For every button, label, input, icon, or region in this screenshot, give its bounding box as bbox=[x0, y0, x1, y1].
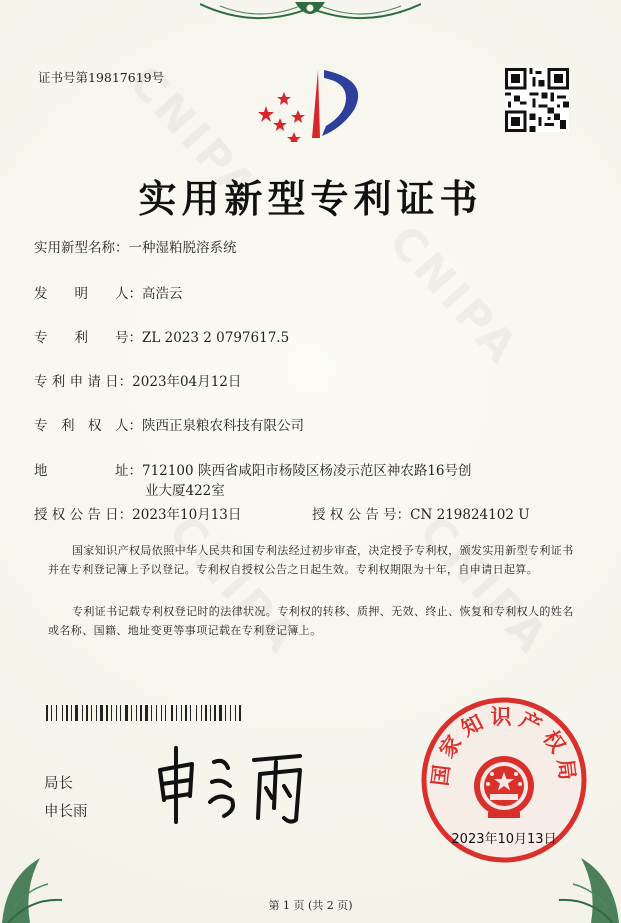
barcode-bar bbox=[96, 705, 97, 721]
director-signature bbox=[150, 738, 330, 828]
field-label: 专 利 号： bbox=[34, 330, 142, 346]
barcode-bar bbox=[56, 705, 57, 721]
barcode-bar bbox=[185, 705, 187, 721]
field-label: 专 利 申 请 日： bbox=[34, 374, 133, 390]
barcode-bar bbox=[116, 705, 117, 721]
patent-number-value: ZL 2023 2 0797617.5 bbox=[142, 330, 290, 346]
barcode-bar bbox=[136, 705, 137, 721]
field-label: 发 明 人： bbox=[34, 286, 142, 302]
barcode-bar bbox=[201, 705, 202, 721]
certificate-title: 实用新型专利证书 bbox=[138, 176, 483, 221]
barcode-bar bbox=[239, 705, 241, 721]
certificate-number: 证书号第19817619号 bbox=[38, 70, 165, 85]
barcode-bar bbox=[91, 705, 92, 721]
barcode-bar bbox=[106, 705, 108, 721]
barcode bbox=[46, 705, 262, 721]
barcode-bar bbox=[62, 705, 63, 721]
barcode-bar bbox=[181, 705, 182, 721]
barcode-bar bbox=[120, 705, 121, 721]
barcode-bar bbox=[171, 705, 173, 721]
filing-date-row bbox=[34, 370, 241, 390]
page-footer: 第 1 页 (共 2 页) bbox=[268, 899, 353, 912]
barcode-bar bbox=[214, 705, 216, 721]
top-ornament bbox=[200, 0, 421, 30]
barcode-bar bbox=[176, 705, 177, 721]
address-continuation: 业大厦422室 bbox=[145, 483, 225, 499]
patentee-row bbox=[34, 414, 304, 434]
barcode-bar bbox=[165, 705, 166, 721]
barcode-bar bbox=[225, 705, 226, 721]
address-value-line1: 712100 陕西省咸阳市杨陵区杨凌示范区神农路16号创 bbox=[142, 463, 472, 479]
barcode-bar bbox=[86, 705, 88, 721]
barcode-bar bbox=[235, 705, 236, 721]
field-label: 授 权 公 告 日： bbox=[34, 507, 133, 523]
barcode-bar bbox=[51, 705, 52, 721]
patent-number-row bbox=[34, 326, 289, 346]
qr-code bbox=[505, 68, 569, 132]
director-title: 局长 bbox=[44, 776, 73, 792]
field-label: 专 利 权 人： bbox=[34, 418, 142, 434]
grant-date-row bbox=[34, 503, 241, 523]
field-label: 授 权 公 告 号： bbox=[312, 507, 411, 523]
field-label: 实用新型名称： bbox=[34, 240, 129, 256]
barcode-bar bbox=[140, 705, 142, 721]
barcode-bar bbox=[156, 705, 157, 721]
barcode-bar bbox=[230, 705, 231, 721]
legal-paragraph-2: 专利证书记载专利权登记时的法律状况。专利权的转移、质押、无效、终止、恢复和专利权人的姓名或名称、国籍、地址变更等事项记载在专利登记簿上。 bbox=[48, 605, 574, 637]
barcode-bar bbox=[46, 705, 48, 721]
barcode-bar bbox=[196, 705, 197, 721]
barcode-bar bbox=[210, 705, 211, 721]
barcode-bar bbox=[111, 705, 112, 721]
barcode-bar bbox=[131, 705, 132, 721]
cnipa-logo bbox=[258, 66, 370, 142]
grant-date-value: 2023年10月13日 bbox=[132, 507, 242, 523]
utility-name-value: 一种湿粕脱溶系统 bbox=[128, 240, 237, 256]
field-label: 地 址： bbox=[34, 463, 142, 479]
inventor-row bbox=[34, 282, 183, 302]
grant-number-value: CN 219824102 U bbox=[410, 507, 530, 523]
legal-paragraph-1: 国家知识产权局依照中华人民共和国专利法经过初步审查，决定授予专利权，颁发实用新型专利证书并在专利登记簿上予以登记。专利权自授权公告之日起生效。专利权期限为十年，自申请日起算。 bbox=[48, 544, 574, 576]
filing-date-value: 2023年04月12日 bbox=[132, 374, 242, 390]
grant-number-row bbox=[312, 503, 530, 523]
barcode-bar bbox=[82, 705, 83, 721]
barcode-bar bbox=[145, 705, 148, 721]
seal-text: 国家知识产权局 bbox=[427, 705, 581, 788]
director-name: 申长雨 bbox=[44, 804, 88, 820]
barcode-bar bbox=[125, 705, 128, 721]
barcode-bar bbox=[190, 705, 191, 721]
barcode-bar bbox=[151, 705, 152, 721]
barcode-bar bbox=[219, 705, 222, 721]
barcode-bar bbox=[205, 705, 207, 721]
inventor-value: 高浩云 bbox=[142, 286, 183, 302]
patentee-value: 陕西正泉粮农科技有限公司 bbox=[142, 418, 304, 434]
barcode-bar bbox=[75, 705, 78, 721]
barcode-bar bbox=[161, 705, 162, 721]
address-row bbox=[34, 459, 472, 479]
barcode-bar bbox=[100, 705, 103, 721]
utility-name-row bbox=[34, 236, 237, 256]
barcode-bar bbox=[66, 705, 68, 721]
seal-date: 2023年10月13日 bbox=[451, 832, 557, 847]
barcode-bar bbox=[71, 705, 72, 721]
